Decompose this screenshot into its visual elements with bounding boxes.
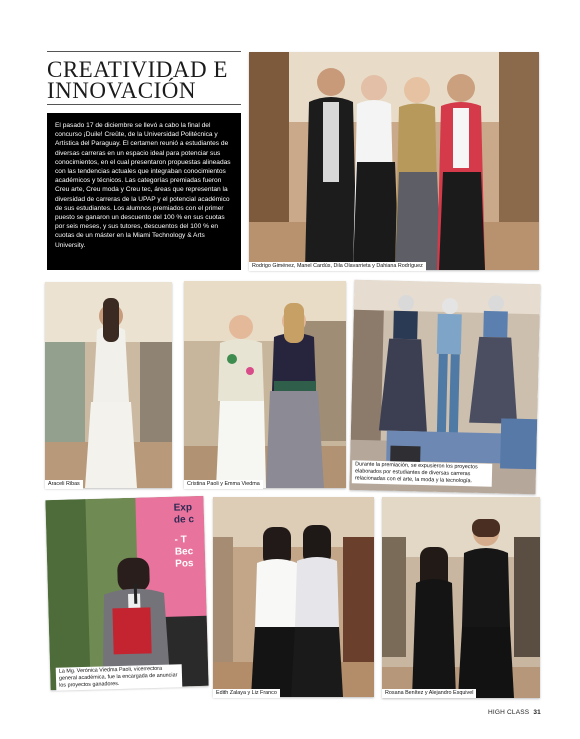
- photo-group-top: [249, 52, 539, 270]
- title-rule-bottom: [47, 104, 241, 105]
- caption-group-top: Rodrigo Giménez, Manel Cardús, Dila Olavarrieta y Dahiana Rodríguez: [249, 262, 426, 271]
- screen-text-3: - T: [174, 534, 187, 546]
- title-line-1: CREATIVIDAD E: [47, 57, 228, 82]
- caption-speaker: La Mg. Verónica Viedma Paoli, vicerrectora general académica, fue la encargada de anunciar los proyectos ganadores.: [56, 664, 183, 691]
- title-rule-top: [47, 51, 241, 52]
- magazine-name: HIGH CLASS: [487, 709, 530, 716]
- caption-exhibit: Durante la premiación, se expusieron los proyectos elaborados por estudiantes de diversas carreras relacionadas con el arte, la moda y la tecnología.: [352, 460, 493, 486]
- caption-araceli: Araceli Ribas: [45, 480, 83, 489]
- title-line-2: INNOVACIÓN: [47, 78, 196, 103]
- photo-edith: [213, 497, 374, 697]
- caption-edith: Edith Zalaya y Liz Franco: [213, 689, 280, 698]
- photo-speaker: [45, 496, 208, 690]
- photo-araceli: [45, 282, 172, 488]
- photo-rosana: [382, 497, 540, 698]
- screen-text-4: Bec: [174, 546, 194, 558]
- page-footer: [488, 709, 541, 716]
- screen-text-1: Exp: [173, 502, 193, 514]
- intro-text: El pasado 17 de diciembre se llevó a cabo la final del concurso ¡Duile! Creüte, de la Universidad Politécnica y Artística del Paraguay. El certamen reunió a estudiantes de diversas carreras en un espacio ideal para potenciar sus conocimientos, en el cual presentaron propuestas alineadas con las tendencias actuales que integraban conocimientos académicos y técnicos. Las categorías premiadas fueron Creu arte, Creu moda y Creu tec, áreas que representan la diversidad de carreras de la UPAP y el potencial académico de sus estudiantes. Los alumnos premiados con el primer puesto se ganaron un descuento del 100 % en sus cuotas por seis meses, y sus tutores, descuentos del 100 % en cuotas de un máster en la Miami Technology & Arts University.: [47, 113, 241, 270]
- caption-cristina: Cristina Paoli y Emma Viedma: [184, 480, 263, 489]
- photo-cristina: [184, 281, 346, 488]
- screen-text-2: de c: [173, 514, 195, 526]
- article-title: [47, 59, 247, 101]
- caption-rosana: Rosana Benítez y Alejandro Esquivel: [382, 689, 476, 698]
- screen-text-5: Pos: [175, 558, 194, 570]
- page-number: 31: [533, 709, 541, 716]
